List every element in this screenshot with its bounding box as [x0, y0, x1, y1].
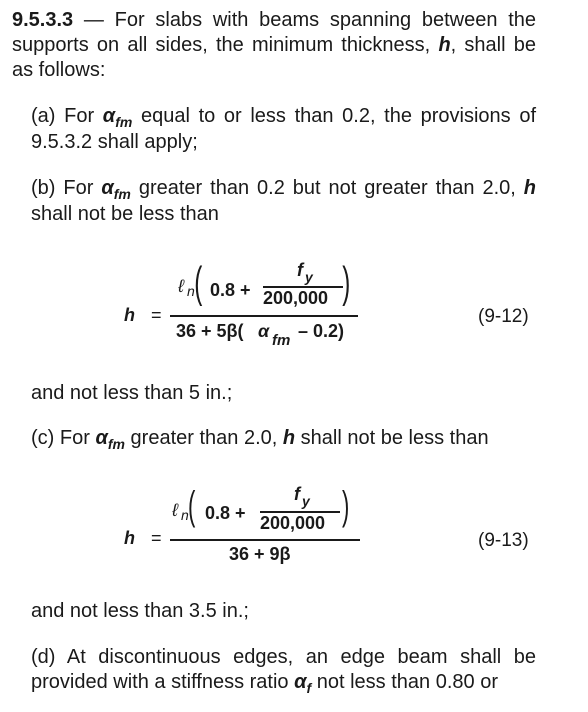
equation-9-13 — [0, 476, 588, 576]
eq-divisor: 200,000 — [263, 288, 329, 308]
alpha-subscript: fm — [115, 114, 133, 130]
eq-coefficient: 0.8 + — [205, 503, 246, 523]
eq-denominator: 36 + 9β — [229, 544, 291, 564]
item-b-after: and not less than 5 in.; — [31, 382, 233, 404]
item-c — [31, 426, 551, 452]
item-c-text: greater than 2.0, — [130, 427, 278, 449]
yield-strength-subscript: y — [302, 493, 310, 509]
alpha-subscript: fm — [107, 436, 125, 452]
yield-strength-symbol: f — [297, 260, 303, 280]
item-d — [31, 645, 536, 696]
item-b — [31, 176, 536, 227]
item-c-text-end: shall not be less than — [300, 427, 489, 449]
eq-lhs: h — [124, 528, 135, 548]
alpha-symbol: α — [101, 177, 114, 199]
left-paren: ( — [187, 484, 196, 528]
right-paren: ) — [342, 258, 351, 307]
eq-coefficient: 0.8 + — [210, 280, 251, 300]
main-fraction-bar — [170, 315, 358, 317]
eq-divisor: 200,000 — [260, 513, 326, 533]
eq-equals: = — [151, 528, 162, 548]
yield-strength-subscript: y — [305, 269, 313, 285]
yield-strength-symbol: f — [294, 484, 300, 504]
item-d-prefix: (d) At discontinuous edges, an edge beam shall be provided with a stiffness ratio — [31, 646, 536, 693]
section-dash: — — [83, 9, 104, 31]
eq-equals: = — [151, 305, 162, 325]
item-a-text: equal to or less than 0.2, the provisions of 9.5.3.2 shall apply; — [31, 105, 537, 153]
span-length-symbol: ℓ — [178, 276, 184, 296]
span-length-symbol: ℓ — [172, 500, 178, 520]
alpha-subscript: f — [306, 680, 312, 696]
main-fraction-bar — [170, 539, 360, 541]
item-b-prefix: (b) For — [31, 177, 94, 199]
eq-denominator-end: – 0.2) — [298, 321, 345, 341]
equation-number-9-13: (9-13) — [478, 530, 529, 551]
section-number: 9.5.3.3 — [12, 9, 74, 31]
section-intro-end: , shall be as follows: — [12, 34, 536, 81]
span-length-subscript: n — [187, 283, 195, 299]
eq-lhs: h — [124, 305, 135, 325]
thickness-symbol: h — [282, 427, 296, 449]
eq-denominator: 36 + 5β( — [176, 321, 244, 341]
equation-number-9-12: (9-12) — [478, 306, 529, 327]
thickness-symbol: h — [523, 177, 536, 199]
left-paren: ( — [194, 258, 203, 307]
item-c-prefix: (c) For — [31, 427, 90, 449]
item-b-text-end: shall not be less than — [31, 203, 219, 225]
right-paren: ) — [341, 484, 350, 528]
item-a-prefix: (a) For — [31, 105, 95, 127]
section-intro — [12, 8, 536, 83]
thickness-symbol: h — [438, 34, 451, 56]
alpha-subscript: fm — [113, 186, 131, 202]
span-length-subscript: n — [181, 507, 189, 523]
den-alpha: α — [258, 321, 270, 341]
den-alpha-subscript: fm — [272, 332, 291, 349]
item-b-text: greater than 0.2 but not greater than 2.0, — [138, 177, 516, 199]
alpha-symbol: α — [294, 671, 307, 693]
alpha-symbol: α — [102, 105, 116, 127]
item-d-text: not less than 0.80 or — [316, 671, 498, 693]
alpha-symbol: α — [95, 427, 108, 449]
item-a — [31, 104, 536, 155]
item-c-after: and not less than 3.5 in.; — [31, 600, 249, 622]
section-intro-text: For slabs with beams spanning between the supports on all sides, the minimum thickness, — [12, 9, 536, 56]
